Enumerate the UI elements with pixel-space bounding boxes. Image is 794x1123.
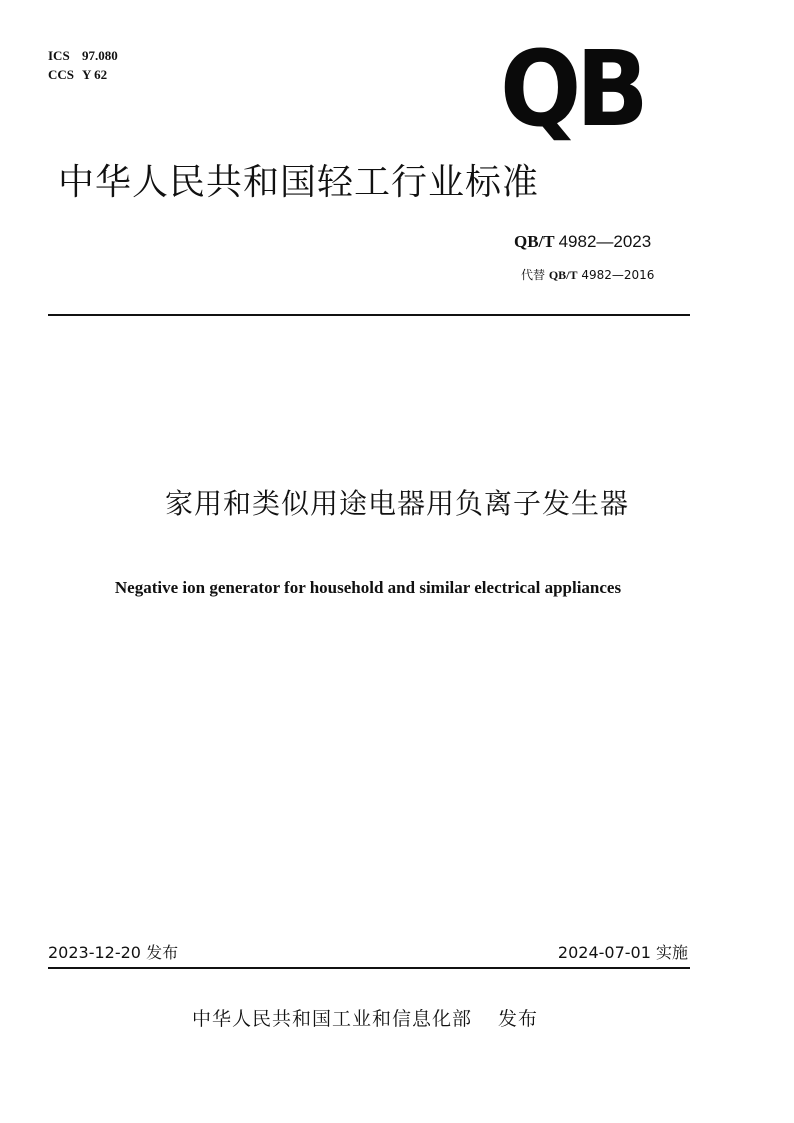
publish-label: 发布 (498, 1008, 539, 1030)
header-divider (48, 314, 690, 316)
ics-code (48, 46, 118, 65)
english-title: Negative ion generator for household and similar electrical appliances (114, 578, 622, 597)
replaces-prefix: QB/T (548, 268, 578, 282)
standard-number-prefix: QB/T (514, 232, 555, 251)
replaces-label: 代替 (521, 268, 546, 282)
implement-date: 2024-07-01 实施 (557, 943, 688, 962)
replaces-value: 4982—2016 (581, 268, 655, 282)
publisher-name: 中华人民共和国工业和信息化部 (191, 1008, 472, 1030)
ccs-value: Y 62 (82, 67, 108, 82)
ccs-code (48, 65, 118, 84)
issue-date: 2023-12-20 发布 (48, 943, 179, 962)
publisher (0, 1004, 730, 1031)
standard-number-value: 4982—2023 (558, 232, 652, 251)
chinese-title: 家用和类似用途电器用负离子发生器 (164, 487, 629, 520)
standard-category-title: 中华人民共和国轻工行业标准 (58, 162, 540, 203)
qb-logo: QB (500, 28, 644, 150)
ics-value: 97.080 (82, 48, 118, 63)
footer-divider (48, 967, 690, 969)
classification-codes (48, 46, 118, 84)
standard-number (514, 232, 651, 252)
ics-label: ICS (48, 48, 70, 63)
ccs-label: CCS (48, 67, 75, 82)
replaces-standard (521, 266, 654, 283)
